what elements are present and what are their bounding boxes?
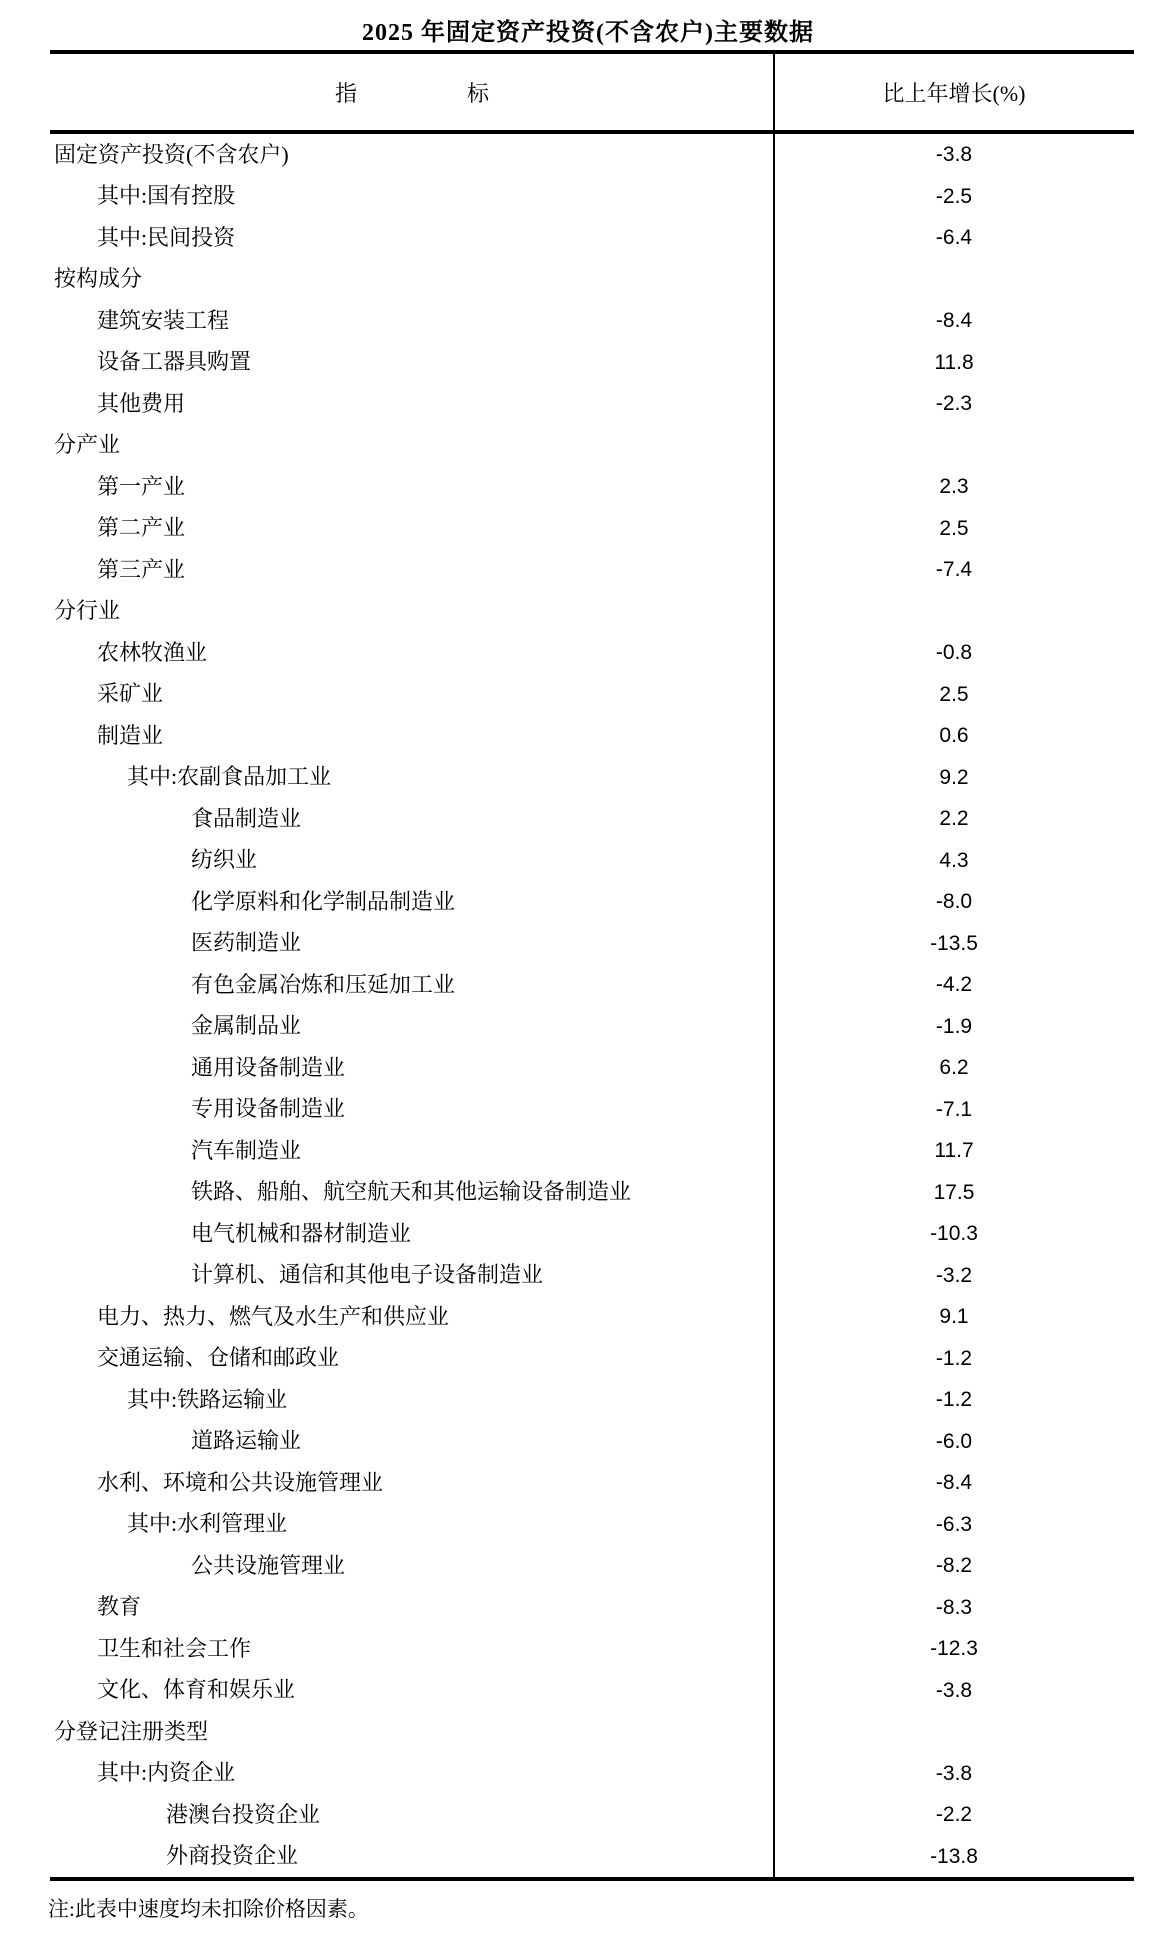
indicator-label: 水利、环境和公共设施管理业 — [97, 1469, 384, 1495]
header-growth: 比上年增长(%) — [882, 80, 1026, 106]
growth-value: 17.5 — [933, 1180, 975, 1204]
header-indicator: 指 标 — [334, 80, 489, 106]
table-row — [50, 881, 1134, 923]
indicator-label: 计算机、通信和其他电子设备制造业 — [191, 1262, 544, 1288]
indicator-label: 第二产业 — [97, 515, 186, 541]
growth-value: -8.4 — [935, 1471, 973, 1495]
table-row — [50, 1255, 1134, 1297]
table-row — [50, 1836, 1134, 1878]
table-row — [50, 1006, 1134, 1048]
growth-value: -1.2 — [935, 1388, 973, 1412]
table-row — [50, 715, 1134, 757]
table-row — [50, 217, 1134, 259]
page-title: 2025 年固定资产投资(不含农户)主要数据 — [362, 20, 814, 46]
growth-value: -4.2 — [935, 973, 973, 997]
growth-value: -2.5 — [935, 184, 973, 208]
indicator-label: 纺织业 — [191, 847, 258, 873]
growth-value: 2.5 — [939, 516, 969, 540]
indicator-label: 公共设施管理业 — [191, 1552, 346, 1578]
growth-value: -13.5 — [930, 931, 978, 955]
table-row — [50, 134, 1134, 176]
indicator-label: 通用设备制造业 — [191, 1054, 346, 1080]
growth-value: -3.8 — [935, 1678, 973, 1702]
growth-value: -8.0 — [935, 890, 973, 914]
growth-value: -1.2 — [935, 1346, 973, 1370]
table-row — [50, 1504, 1134, 1546]
indicator-label: 其中:国有控股 — [97, 183, 236, 209]
table-row — [50, 259, 1134, 301]
indicator-label: 农林牧渔业 — [97, 639, 208, 665]
growth-value: -8.4 — [935, 309, 973, 333]
indicator-label: 教育 — [97, 1594, 142, 1620]
table-header-row — [50, 54, 1134, 134]
indicator-label: 食品制造业 — [191, 805, 302, 831]
indicator-label: 文化、体育和娱乐业 — [97, 1677, 296, 1703]
growth-value: -13.8 — [930, 1844, 978, 1868]
indicator-label: 医药制造业 — [191, 930, 302, 956]
growth-value: -10.3 — [930, 1222, 978, 1246]
growth-value: 2.5 — [939, 682, 969, 706]
footnote: 注:此表中速度均未扣除价格因素。 — [48, 1897, 369, 1921]
growth-value: -2.3 — [935, 392, 973, 416]
growth-value: -8.2 — [935, 1554, 973, 1578]
table-row — [50, 798, 1134, 840]
indicator-label: 制造业 — [97, 722, 164, 748]
table-row — [50, 342, 1134, 384]
indicator-label: 其中:水利管理业 — [127, 1511, 288, 1537]
table-row — [50, 632, 1134, 674]
indicator-label: 金属制品业 — [191, 1013, 302, 1039]
indicator-label: 第一产业 — [97, 473, 186, 499]
table-row — [50, 549, 1134, 591]
growth-value: 4.3 — [939, 848, 969, 872]
table-row — [50, 1213, 1134, 1255]
growth-value: 11.8 — [934, 350, 974, 374]
table-row — [50, 1462, 1134, 1504]
indicator-label: 港澳台投资企业 — [166, 1801, 321, 1827]
indicator-label: 有色金属冶炼和压延加工业 — [191, 971, 456, 997]
table-body — [50, 134, 1134, 1877]
table-row — [50, 1047, 1134, 1089]
table-row — [50, 674, 1134, 716]
growth-value: 9.2 — [939, 765, 969, 789]
growth-value: -2.2 — [935, 1803, 973, 1827]
growth-value: -3.8 — [935, 143, 973, 167]
table-row — [50, 1628, 1134, 1670]
growth-value: 11.7 — [934, 1139, 974, 1163]
table-row — [50, 425, 1134, 467]
table-row — [50, 1587, 1134, 1629]
indicator-label: 铁路、船舶、航空航天和其他运输设备制造业 — [191, 1179, 632, 1205]
indicator-label: 采矿业 — [97, 681, 164, 707]
indicator-label: 其他费用 — [97, 390, 186, 416]
table-row — [50, 840, 1134, 882]
table-row — [50, 1172, 1134, 1214]
indicator-label: 其中:内资企业 — [97, 1760, 236, 1786]
indicator-label: 其中:民间投资 — [97, 224, 236, 250]
indicator-label: 按构成分 — [54, 266, 143, 292]
table-row — [50, 923, 1134, 965]
growth-value: -7.1 — [935, 1097, 973, 1121]
indicator-label: 化学原料和化学制品制造业 — [191, 888, 456, 914]
growth-value: 9.1 — [939, 1305, 969, 1329]
indicator-label: 其中:铁路运输业 — [127, 1386, 288, 1412]
indicator-label: 设备工器具购置 — [97, 349, 252, 375]
table-row — [50, 1545, 1134, 1587]
indicator-label: 分产业 — [54, 432, 121, 458]
table-row — [50, 1089, 1134, 1131]
indicator-label: 分行业 — [54, 598, 121, 624]
table-row — [50, 383, 1134, 425]
table-row — [50, 964, 1134, 1006]
growth-value: -6.0 — [935, 1429, 973, 1453]
table-row — [50, 1338, 1134, 1380]
indicator-label: 其中:农副食品加工业 — [127, 764, 332, 790]
indicator-label: 专用设备制造业 — [191, 1096, 346, 1122]
growth-value: 0.6 — [939, 724, 969, 748]
growth-value: -3.8 — [935, 1761, 973, 1785]
table-row — [50, 1711, 1134, 1753]
growth-value: -7.4 — [935, 558, 973, 582]
growth-value: -0.8 — [935, 641, 973, 665]
indicator-label: 电力、热力、燃气及水生产和供应业 — [97, 1303, 450, 1329]
growth-value: -1.9 — [935, 1014, 973, 1038]
table-row — [50, 1753, 1134, 1795]
table-row — [50, 1130, 1134, 1172]
growth-value: 2.2 — [939, 807, 969, 831]
indicator-label: 第三产业 — [97, 556, 186, 582]
table-row — [50, 591, 1134, 633]
data-table — [50, 50, 1134, 1881]
table-row — [50, 176, 1134, 218]
indicator-label: 交通运输、仓储和邮政业 — [97, 1345, 340, 1371]
indicator-label: 分登记注册类型 — [54, 1718, 209, 1744]
indicator-label: 固定资产投资(不含农户) — [54, 141, 289, 167]
indicator-label: 建筑安装工程 — [97, 307, 230, 333]
indicator-label: 电气机械和器材制造业 — [191, 1220, 412, 1246]
indicator-label: 道路运输业 — [191, 1428, 302, 1454]
growth-value: 2.3 — [939, 475, 969, 499]
indicator-label: 卫生和社会工作 — [97, 1635, 252, 1661]
table-row — [50, 1670, 1134, 1712]
table-row — [50, 757, 1134, 799]
growth-value: -6.3 — [935, 1512, 973, 1536]
table-row — [50, 1794, 1134, 1836]
table-row — [50, 508, 1134, 550]
table-row — [50, 1296, 1134, 1338]
growth-value: -8.3 — [935, 1595, 973, 1619]
growth-value: 6.2 — [939, 1056, 969, 1080]
growth-value: -3.2 — [935, 1263, 973, 1287]
table-row — [50, 300, 1134, 342]
growth-value: -6.4 — [935, 226, 973, 250]
table-row — [50, 1421, 1134, 1463]
growth-value: -12.3 — [930, 1637, 978, 1661]
table-row — [50, 1379, 1134, 1421]
indicator-label: 外商投资企业 — [166, 1843, 299, 1869]
table-row — [50, 466, 1134, 508]
indicator-label: 汽车制造业 — [191, 1137, 302, 1163]
